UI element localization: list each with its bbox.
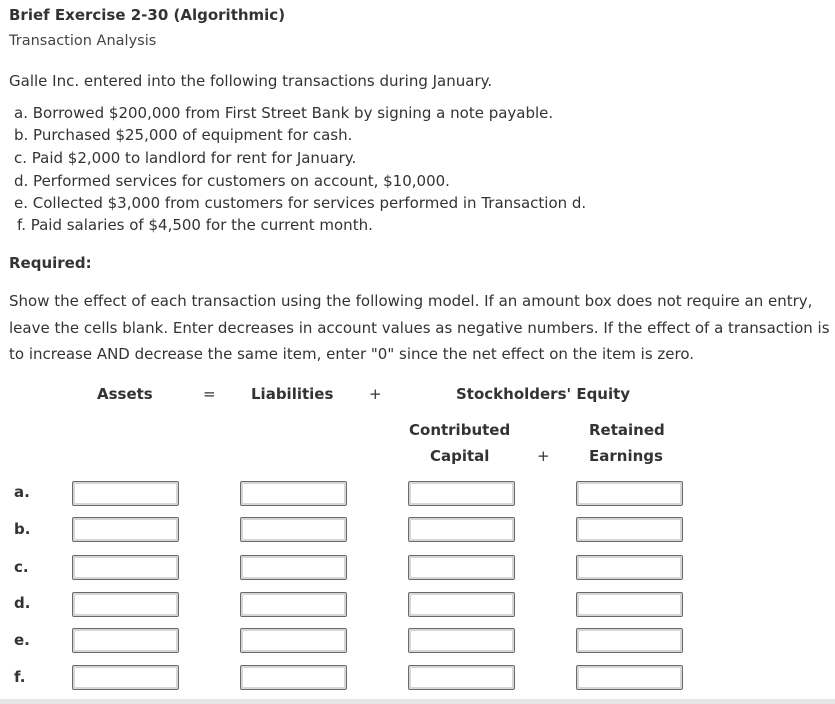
liabilities-input-a[interactable] — [240, 481, 347, 506]
intro-text: Galle Inc. entered into the following transactions during January. — [9, 72, 493, 90]
contributed-capital-input-c[interactable] — [408, 555, 515, 580]
stockholders-equity-header: Stockholders' Equity — [456, 385, 631, 403]
instructions-line-1: Show the effect of each transaction using the following model. If an amount box does not require an entry, — [9, 292, 813, 310]
contributed-capital-input-f[interactable] — [408, 665, 515, 690]
retained-earnings-input-e[interactable] — [576, 628, 683, 653]
instructions-line-3: to increase AND decrease the same item, enter "0" since the net effect on the item is zero. — [9, 345, 695, 363]
page-subtitle: Transaction Analysis — [9, 33, 157, 49]
transaction-f: f. Paid salaries of $4,500 for the current month. — [17, 216, 373, 234]
assets-input-f[interactable] — [72, 665, 179, 690]
assets-input-d[interactable] — [72, 592, 179, 617]
row-label-f: f. — [14, 668, 26, 686]
row-label-b: b. — [14, 520, 31, 538]
retained-earnings-input-a[interactable] — [576, 481, 683, 506]
required-heading: Required: — [9, 254, 92, 272]
liabilities-input-d[interactable] — [240, 592, 347, 617]
assets-input-b[interactable] — [72, 517, 179, 542]
page-title: Brief Exercise 2-30 (Algorithmic) — [9, 6, 286, 24]
contributed-capital-header-line1: Contributed — [409, 421, 511, 439]
liabilities-input-c[interactable] — [240, 555, 347, 580]
assets-input-e[interactable] — [72, 628, 179, 653]
retained-earnings-header-line1: Retained — [589, 421, 665, 439]
row-label-c: c. — [14, 558, 29, 576]
retained-earnings-header-line2: Earnings — [589, 447, 663, 465]
plus-sign: + — [369, 385, 382, 403]
contributed-capital-input-a[interactable] — [408, 481, 515, 506]
row-label-a: a. — [14, 483, 30, 501]
contributed-capital-input-d[interactable] — [408, 592, 515, 617]
equals-sign: = — [203, 385, 216, 403]
transaction-d: d. Performed services for customers on account, $10,000. — [14, 172, 450, 190]
retained-earnings-input-c[interactable] — [576, 555, 683, 580]
retained-earnings-input-f[interactable] — [576, 665, 683, 690]
retained-earnings-input-b[interactable] — [576, 517, 683, 542]
transaction-a: a. Borrowed $200,000 from First Street Bank by signing a note payable. — [14, 104, 554, 122]
liabilities-header: Liabilities — [251, 385, 334, 403]
transaction-e: e. Collected $3,000 from customers for services performed in Transaction d. — [14, 194, 587, 212]
contributed-capital-header-line2: Capital — [430, 447, 490, 465]
assets-header: Assets — [97, 385, 153, 403]
liabilities-input-b[interactable] — [240, 517, 347, 542]
bottom-divider — [0, 699, 835, 704]
row-label-e: e. — [14, 631, 30, 649]
liabilities-input-f[interactable] — [240, 665, 347, 690]
liabilities-input-e[interactable] — [240, 628, 347, 653]
assets-input-c[interactable] — [72, 555, 179, 580]
instructions-line-2: leave the cells blank. Enter decreases in account values as negative numbers. If the effect of a transaction is — [9, 319, 830, 337]
retained-earnings-input-d[interactable] — [576, 592, 683, 617]
assets-input-a[interactable] — [72, 481, 179, 506]
contributed-capital-input-b[interactable] — [408, 517, 515, 542]
equity-plus-sign: + — [537, 447, 550, 465]
contributed-capital-input-e[interactable] — [408, 628, 515, 653]
transaction-c: c. Paid $2,000 to landlord for rent for January. — [14, 149, 357, 167]
row-label-d: d. — [14, 594, 31, 612]
transaction-b: b. Purchased $25,000 of equipment for cash. — [14, 126, 353, 144]
